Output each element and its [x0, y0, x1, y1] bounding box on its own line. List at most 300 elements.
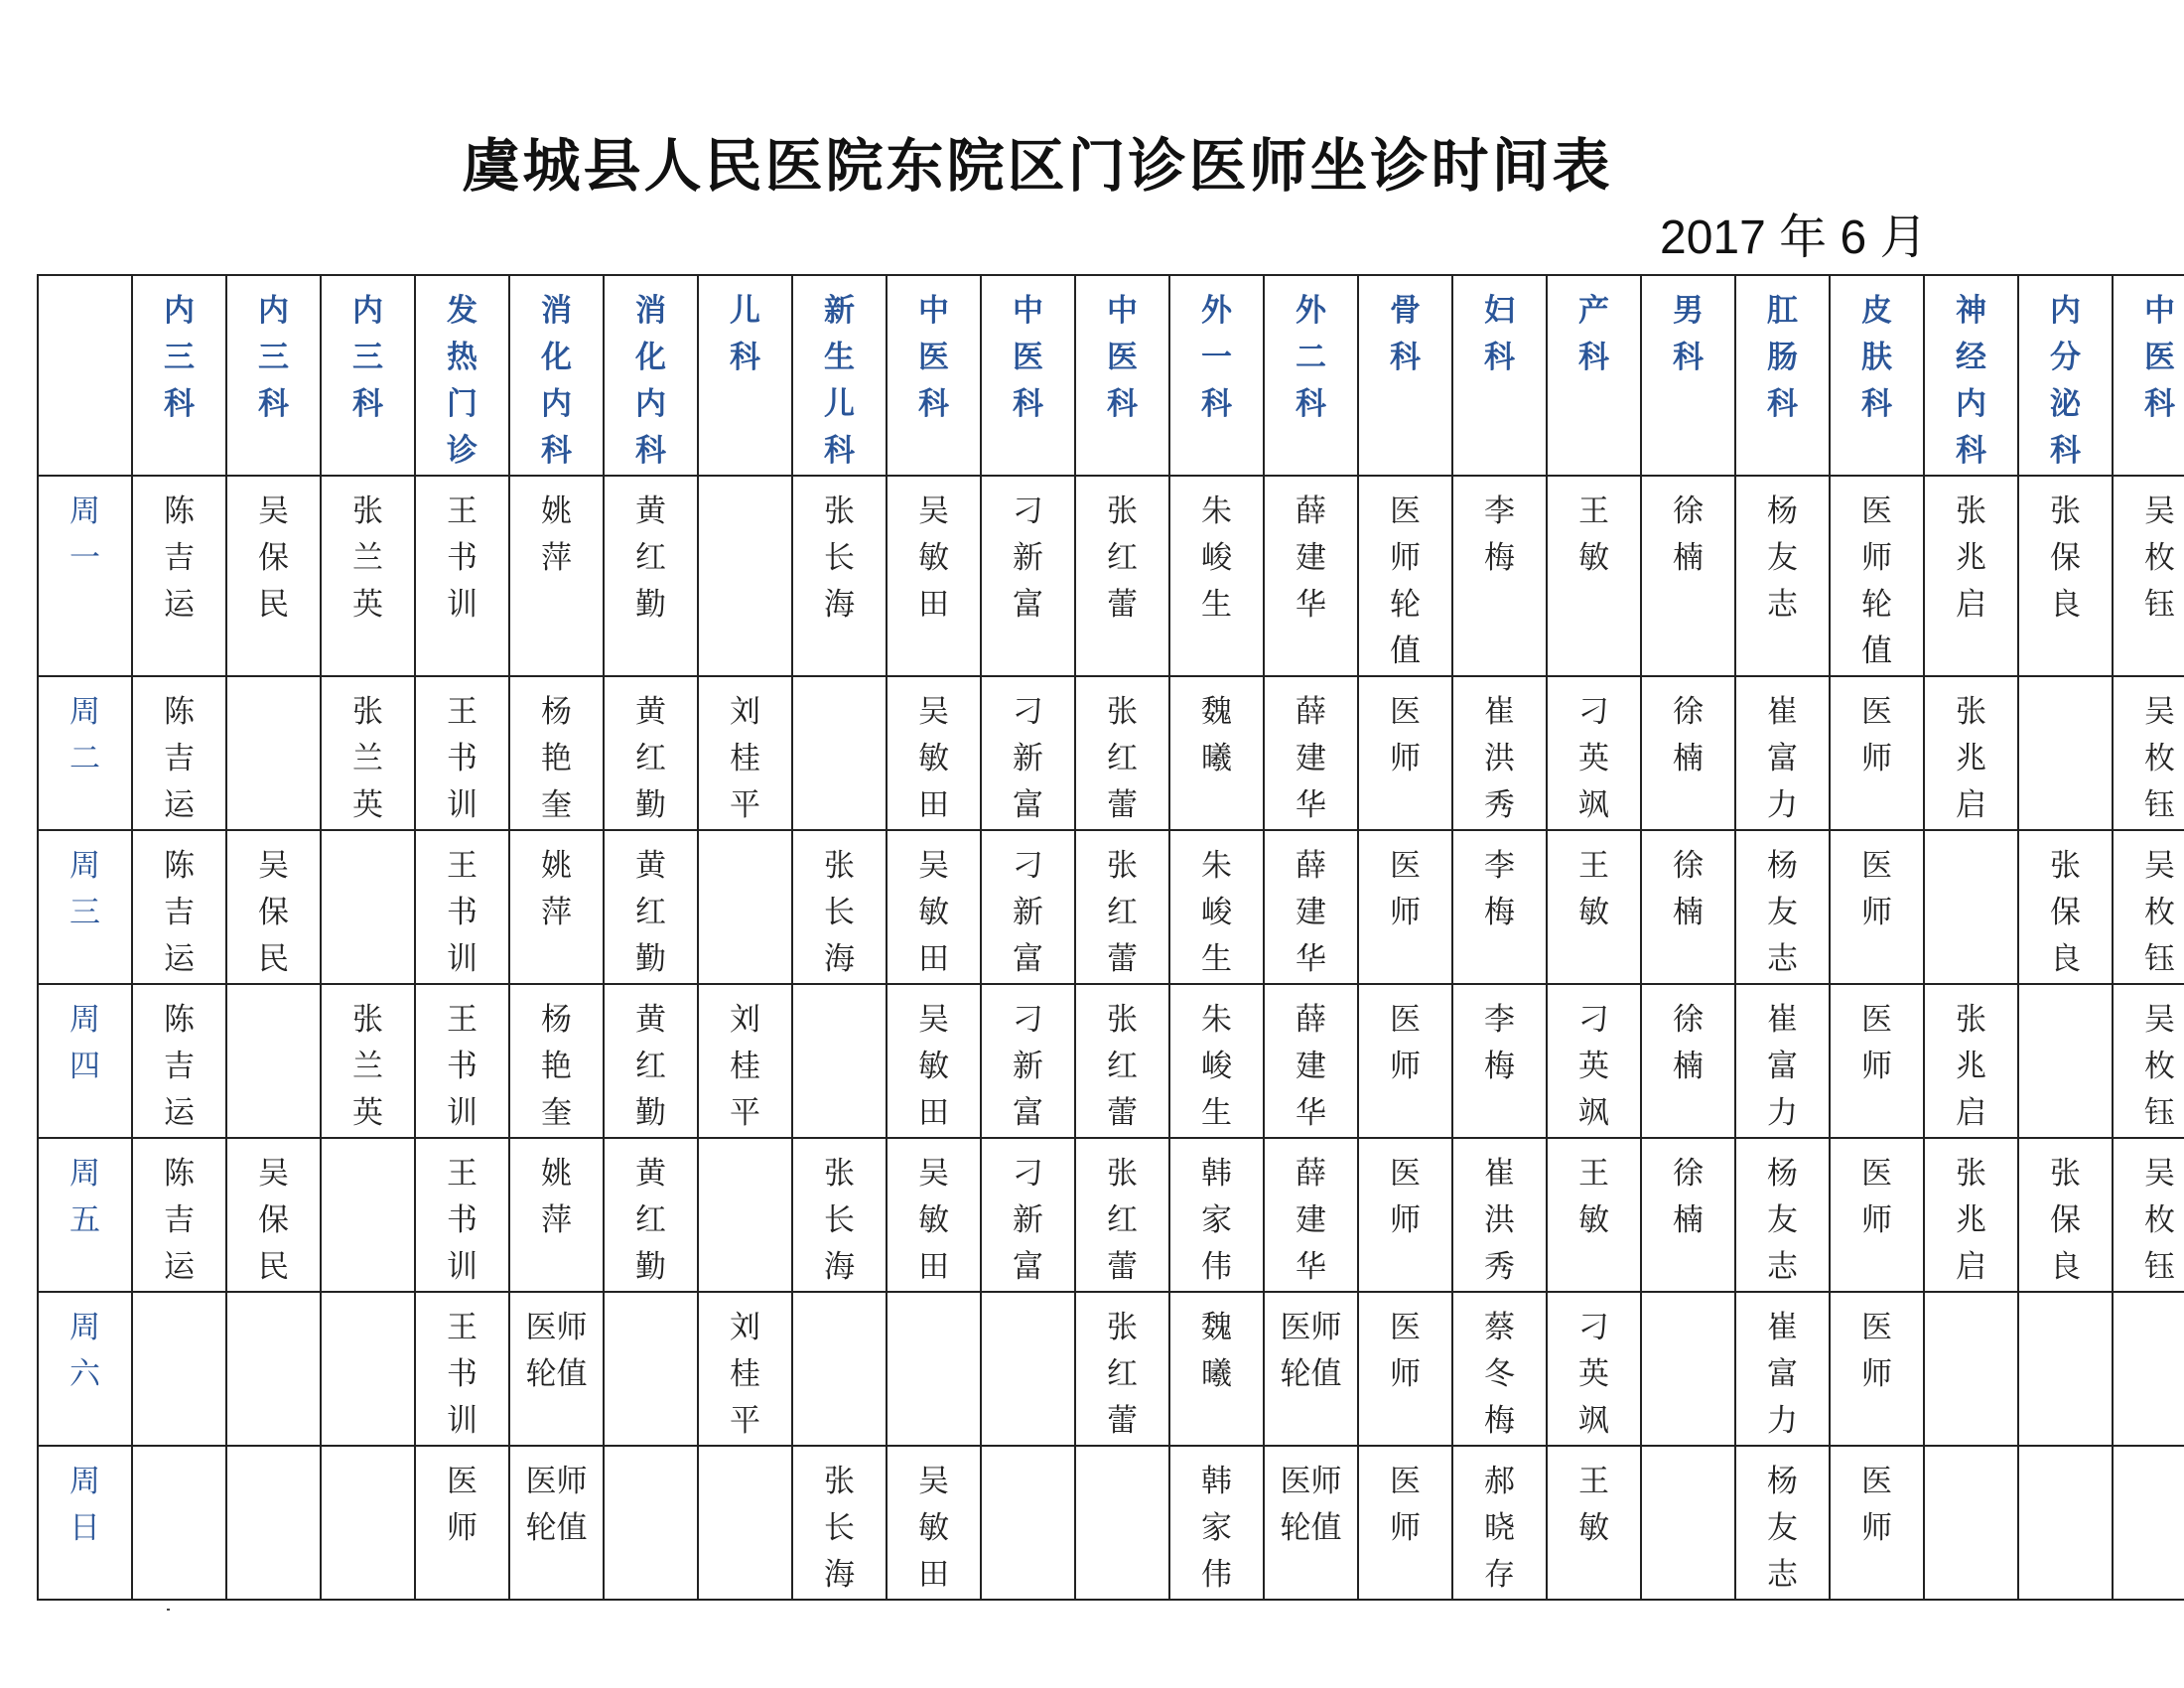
- corner-cell: [38, 275, 132, 476]
- schedule-cell: [698, 1446, 792, 1600]
- schedule-cell: [1452, 984, 1547, 1138]
- doctor-name: 医师: [1861, 1310, 1892, 1392]
- dept-label: 肛肠科: [1767, 293, 1798, 422]
- dept-header: [509, 275, 604, 476]
- schedule-cell: [698, 676, 792, 830]
- schedule-cell: [887, 1138, 981, 1292]
- schedule-cell: [981, 984, 1075, 1138]
- schedule-cell: [226, 476, 321, 676]
- schedule-body: [38, 476, 2184, 1600]
- schedule-cell: [1452, 1138, 1547, 1292]
- doctor-name: 医师: [1861, 1156, 1892, 1238]
- doctor-name: 李梅: [1484, 493, 1515, 576]
- doctor-name: [727, 477, 763, 489]
- schedule-cell: [509, 676, 604, 830]
- doctor-name: 吴枚钰: [2144, 493, 2175, 623]
- schedule-cell: [2113, 1138, 2184, 1292]
- scan-speck: [167, 1609, 170, 1611]
- schedule-cell: [1358, 476, 1452, 676]
- schedule-cell: [792, 676, 887, 830]
- schedule-cell: [1075, 1446, 1169, 1600]
- schedule-cell: [1735, 830, 1830, 984]
- schedule-cell: [604, 984, 698, 1138]
- doctor-name: 朱峻生: [1201, 848, 1232, 977]
- doctor-name: 医师: [1390, 1156, 1421, 1238]
- doctor-name: 张长海: [824, 1156, 855, 1285]
- schedule-cell: [1358, 1138, 1452, 1292]
- doctor-name: [1010, 1447, 1046, 1459]
- schedule-cell: [1641, 476, 1735, 676]
- doctor-name: 崔洪秀: [1484, 694, 1515, 823]
- day-row: [38, 476, 2184, 676]
- dept-header: [2113, 275, 2184, 476]
- day-label-cell: [38, 476, 132, 676]
- doctor-name: 医师轮值: [1280, 1310, 1342, 1392]
- doctor-name: 吴敏田: [918, 694, 949, 823]
- schedule-cell: [132, 1292, 226, 1446]
- schedule-cell: [509, 476, 604, 676]
- schedule-cell: [1169, 830, 1264, 984]
- doctor-name: 王敏: [1578, 1156, 1609, 1238]
- schedule-cell: [321, 1292, 415, 1446]
- day-label: 周日: [69, 1464, 100, 1546]
- doctor-name: [161, 1293, 198, 1305]
- schedule-cell: [1075, 1138, 1169, 1292]
- doctor-name: 魏曦: [1201, 694, 1232, 776]
- schedule-cell: [415, 676, 509, 830]
- schedule-cell: [132, 676, 226, 830]
- schedule-cell: [1169, 1138, 1264, 1292]
- schedule-cell: [321, 1138, 415, 1292]
- doctor-name: 刘桂平: [730, 694, 760, 823]
- schedule-cell: [792, 1138, 887, 1292]
- schedule-cell: [1735, 984, 1830, 1138]
- schedule-cell: [792, 1292, 887, 1446]
- day-row: [38, 1446, 2184, 1600]
- schedule-cell: [1075, 476, 1169, 676]
- dept-label: 外二科: [1296, 293, 1326, 422]
- day-row: [38, 676, 2184, 830]
- schedule-cell: [1264, 1138, 1358, 1292]
- day-row: [38, 984, 2184, 1138]
- schedule-cell: [981, 1446, 1075, 1600]
- schedule-cell: [1075, 984, 1169, 1138]
- dept-label: 皮肤科: [1861, 293, 1892, 422]
- doctor-name: 姚萍: [541, 493, 572, 576]
- dept-label: 妇科: [1484, 293, 1515, 375]
- schedule-cell: [415, 984, 509, 1138]
- doctor-name: 张红蕾: [1107, 493, 1138, 623]
- day-row: [38, 1292, 2184, 1446]
- schedule-cell: [1641, 984, 1735, 1138]
- schedule-cell: [792, 476, 887, 676]
- doctor-name: [821, 1293, 858, 1305]
- schedule-cell: [1924, 676, 2018, 830]
- schedule-cell: [1358, 1446, 1452, 1600]
- doctor-name: 张红蕾: [1107, 1002, 1138, 1131]
- day-label-cell: [38, 830, 132, 984]
- dept-header: [226, 275, 321, 476]
- doctor-name: 陈吉运: [164, 848, 195, 977]
- doctor-name: 郝晓存: [1484, 1464, 1515, 1593]
- doctor-name: 吴枚钰: [2144, 1156, 2175, 1285]
- schedule-cell: [1264, 1446, 1358, 1600]
- schedule-cell: [321, 1446, 415, 1600]
- doctor-name: 张红蕾: [1107, 1310, 1138, 1439]
- doctor-name: 王书训: [447, 1002, 478, 1131]
- doctor-name: 陈吉运: [164, 1156, 195, 1285]
- dept-label: 消化内科: [635, 293, 666, 469]
- dept-header: [1924, 275, 2018, 476]
- dept-header: [2018, 275, 2113, 476]
- doctor-name: 医师: [1390, 1464, 1421, 1546]
- day-label-cell: [38, 1446, 132, 1600]
- dept-header: [604, 275, 698, 476]
- doctor-name: 张保良: [2050, 848, 2081, 977]
- schedule-cell: [226, 1446, 321, 1600]
- doctor-name: [821, 985, 858, 997]
- schedule-cell: [1264, 830, 1358, 984]
- doctor-name: 薛建华: [1296, 1156, 1326, 1285]
- doctor-name: 吴枚钰: [2144, 1002, 2175, 1131]
- schedule-cell: [2018, 830, 2113, 984]
- doctor-name: 医师: [447, 1464, 478, 1546]
- doctor-name: 刁英飒: [1578, 694, 1609, 823]
- doctor-name: 医师轮值: [1280, 1464, 1342, 1546]
- doctor-name: 王敏: [1578, 848, 1609, 930]
- doctor-name: 王书训: [447, 694, 478, 823]
- doctor-name: 陈吉运: [164, 493, 195, 623]
- header-row: [38, 275, 2184, 476]
- schedule-cell: [415, 830, 509, 984]
- doctor-name: 张兰英: [352, 694, 383, 823]
- schedule-cell: [2018, 676, 2113, 830]
- day-label-cell: [38, 1292, 132, 1446]
- schedule-cell: [698, 1292, 792, 1446]
- schedule-cell: [2018, 1138, 2113, 1292]
- doctor-name: [1670, 1447, 1706, 1459]
- dept-label: 神经内科: [1956, 293, 1986, 469]
- schedule-cell: [1547, 1292, 1641, 1446]
- doctor-name: [727, 831, 763, 843]
- schedule-cell: [1452, 1446, 1547, 1600]
- dept-header: [132, 275, 226, 476]
- schedule-cell: [604, 676, 698, 830]
- schedule-cell: [2113, 830, 2184, 984]
- doctor-name: 吴敏田: [918, 848, 949, 977]
- doctor-name: 崔洪秀: [1484, 1156, 1515, 1285]
- schedule-cell: [887, 1446, 981, 1600]
- doctor-name: 徐楠: [1673, 1156, 1704, 1238]
- doctor-name: 朱峻生: [1201, 1002, 1232, 1131]
- doctor-name: 黄红勤: [635, 848, 666, 977]
- dept-label: 中医科: [1013, 293, 1043, 422]
- schedule-cell: [1358, 1292, 1452, 1446]
- doctor-name: 刁新富: [1013, 848, 1043, 977]
- schedule-cell: [604, 1292, 698, 1446]
- schedule-cell: [132, 984, 226, 1138]
- day-label-cell: [38, 984, 132, 1138]
- schedule-cell: [1452, 676, 1547, 830]
- schedule-cell: [887, 476, 981, 676]
- schedule-cell: [887, 1292, 981, 1446]
- dept-header: [887, 275, 981, 476]
- schedule-cell: [321, 476, 415, 676]
- doctor-name: 王书训: [447, 1156, 478, 1285]
- schedule-cell: [1735, 1138, 1830, 1292]
- schedule-cell: [1358, 676, 1452, 830]
- schedule-cell: [415, 476, 509, 676]
- dept-label: 内三科: [258, 293, 289, 422]
- doctor-name: [349, 1293, 386, 1305]
- schedule-cell: [1735, 1446, 1830, 1600]
- doctor-name: [2141, 1293, 2178, 1305]
- schedule-cell: [698, 1138, 792, 1292]
- schedule-cell: [132, 1138, 226, 1292]
- doctor-name: 医师轮值: [1390, 493, 1421, 669]
- schedule-cell: [2113, 676, 2184, 830]
- doctor-name: [915, 1293, 952, 1305]
- schedule-cell: [604, 830, 698, 984]
- dept-label: 产科: [1578, 293, 1609, 375]
- schedule-cell: [509, 984, 604, 1138]
- schedule-cell: [1924, 1292, 2018, 1446]
- dept-label: 内三科: [164, 293, 195, 422]
- schedule-cell: [1358, 984, 1452, 1138]
- doctor-name: 张长海: [824, 1464, 855, 1593]
- day-label: 周一: [69, 493, 100, 576]
- day-row: [38, 830, 2184, 984]
- doctor-name: 吴保民: [258, 848, 289, 977]
- doctor-name: 医师: [1861, 1002, 1892, 1084]
- schedule-cell: [1547, 476, 1641, 676]
- dept-header: [698, 275, 792, 476]
- doctor-name: 张兆启: [1956, 493, 1986, 623]
- doctor-name: [161, 1447, 198, 1459]
- doctor-name: 张兰英: [352, 1002, 383, 1131]
- doctor-name: [1010, 1293, 1046, 1305]
- doctor-name: 姚萍: [541, 1156, 572, 1238]
- dept-header: [1169, 275, 1264, 476]
- schedule-cell: [981, 1138, 1075, 1292]
- dept-label: 内分泌科: [2050, 293, 2081, 469]
- schedule-cell: [698, 984, 792, 1138]
- schedule-cell: [1169, 476, 1264, 676]
- dept-header: [1075, 275, 1169, 476]
- doctor-name: 刁新富: [1013, 694, 1043, 823]
- doctor-name: 医师: [1390, 1310, 1421, 1392]
- doctor-name: 医师: [1861, 848, 1892, 930]
- schedule-cell: [792, 1446, 887, 1600]
- doctor-name: 黄红勤: [635, 694, 666, 823]
- doctor-name: 吴保民: [258, 1156, 289, 1285]
- schedule-date: 2017 年 6 月: [1660, 211, 1928, 264]
- doctor-name: 吴敏田: [918, 493, 949, 623]
- schedule-cell: [981, 476, 1075, 676]
- schedule-cell: [981, 830, 1075, 984]
- schedule-cell: [2018, 476, 2113, 676]
- schedule-cell: [1547, 1446, 1641, 1600]
- doctor-name: [1953, 1447, 1989, 1459]
- schedule-cell: [226, 830, 321, 984]
- doctor-name: 杨友志: [1767, 1464, 1798, 1593]
- doctor-name: 刁英飒: [1578, 1310, 1609, 1439]
- dept-label: 中医科: [1107, 293, 1138, 422]
- dept-label: 新生儿科: [824, 293, 855, 469]
- doctor-name: 崔富力: [1767, 1310, 1798, 1439]
- doctor-name: [2047, 677, 2084, 689]
- schedule-cell: [1264, 1292, 1358, 1446]
- dept-header: [792, 275, 887, 476]
- doctor-name: [1104, 1447, 1141, 1459]
- schedule-cell: [698, 830, 792, 984]
- schedule-cell: [1641, 1138, 1735, 1292]
- doctor-name: [349, 831, 386, 843]
- doctor-name: [2047, 1447, 2084, 1459]
- doctor-name: [255, 985, 292, 997]
- schedule-cell: [981, 676, 1075, 830]
- doctor-name: 张兆启: [1956, 1156, 1986, 1285]
- schedule-table: [37, 274, 2184, 1601]
- doctor-name: 张保良: [2050, 1156, 2081, 1285]
- schedule-cell: [226, 1138, 321, 1292]
- schedule-cell: [226, 1292, 321, 1446]
- doctor-name: 杨友志: [1767, 848, 1798, 977]
- schedule-cell: [415, 1138, 509, 1292]
- doctor-name: 吴敏田: [918, 1464, 949, 1593]
- day-row: [38, 1138, 2184, 1292]
- schedule-cell: [1830, 1138, 1924, 1292]
- schedule-cell: [1830, 830, 1924, 984]
- schedule-cell: [2018, 1292, 2113, 1446]
- schedule-cell: [509, 1446, 604, 1600]
- doctor-name: 刁英飒: [1578, 1002, 1609, 1131]
- schedule-cell: [1547, 676, 1641, 830]
- dept-label: 中医科: [918, 293, 949, 422]
- doctor-name: 医师轮值: [525, 1464, 588, 1546]
- doctor-name: 刘桂平: [730, 1002, 760, 1131]
- doctor-name: 张兆启: [1956, 694, 1986, 823]
- doctor-name: [255, 677, 292, 689]
- schedule-cell: [792, 984, 887, 1138]
- schedule-cell: [887, 984, 981, 1138]
- day-label: 周二: [69, 694, 100, 776]
- doctor-name: 张保良: [2050, 493, 2081, 623]
- doctor-name: 张红蕾: [1107, 1156, 1138, 1285]
- schedule-cell: [2113, 1446, 2184, 1600]
- dept-header: [981, 275, 1075, 476]
- doctor-name: [349, 1139, 386, 1151]
- doctor-name: [727, 1139, 763, 1151]
- doctor-name: 王书训: [447, 493, 478, 623]
- doctor-name: 医师: [1390, 694, 1421, 776]
- dept-header: [1452, 275, 1547, 476]
- doctor-name: 吴敏田: [918, 1156, 949, 1285]
- doctor-name: [727, 1447, 763, 1459]
- doctor-name: 崔富力: [1767, 694, 1798, 823]
- schedule-cell: [1924, 476, 2018, 676]
- schedule-cell: [1735, 476, 1830, 676]
- dept-label: 消化内科: [541, 293, 572, 469]
- doctor-name: 刘桂平: [730, 1310, 760, 1439]
- schedule-cell: [1830, 1446, 1924, 1600]
- doctor-name: 薛建华: [1296, 1002, 1326, 1131]
- schedule-cell: [1169, 1446, 1264, 1600]
- schedule-cell: [321, 830, 415, 984]
- schedule-cell: [1547, 984, 1641, 1138]
- doctor-name: 张红蕾: [1107, 848, 1138, 977]
- doctor-name: 医师: [1861, 694, 1892, 776]
- doctor-name: 杨友志: [1767, 493, 1798, 623]
- day-label: 周五: [69, 1156, 100, 1238]
- schedule-cell: [1452, 476, 1547, 676]
- schedule-cell: [1264, 676, 1358, 830]
- doctor-name: 吴保民: [258, 493, 289, 623]
- doctor-name: [1953, 1293, 1989, 1305]
- doctor-name: 薛建华: [1296, 848, 1326, 977]
- doctor-name: 王敏: [1578, 493, 1609, 576]
- schedule-cell: [1358, 830, 1452, 984]
- doctor-name: 医师轮值: [525, 1310, 588, 1392]
- schedule-cell: [1452, 830, 1547, 984]
- doctor-name: 朱峻生: [1201, 493, 1232, 623]
- doctor-name: 徐楠: [1673, 1002, 1704, 1084]
- dept-header: [1264, 275, 1358, 476]
- doctor-name: [632, 1447, 669, 1459]
- day-label-cell: [38, 1138, 132, 1292]
- doctor-name: 崔富力: [1767, 1002, 1798, 1131]
- doctor-name: [2047, 985, 2084, 997]
- doctor-name: 医师: [1861, 1464, 1892, 1546]
- doctor-name: 吴枚钰: [2144, 848, 2175, 977]
- schedule-cell: [1264, 984, 1358, 1138]
- doctor-name: 张长海: [824, 493, 855, 623]
- dept-header: [1547, 275, 1641, 476]
- doctor-name: 王书训: [447, 1310, 478, 1439]
- schedule-cell: [1830, 984, 1924, 1138]
- schedule-cell: [1924, 1446, 2018, 1600]
- schedule-cell: [1169, 1292, 1264, 1446]
- doctor-name: 杨艳奎: [541, 694, 572, 823]
- schedule-cell: [698, 476, 792, 676]
- doctor-name: 张兆启: [1956, 1002, 1986, 1131]
- schedule-cell: [604, 1138, 698, 1292]
- schedule-cell: [1830, 676, 1924, 830]
- doctor-name: 刁新富: [1013, 1156, 1043, 1285]
- schedule-cell: [321, 984, 415, 1138]
- schedule-cell: [2113, 476, 2184, 676]
- schedule-cell: [2018, 1446, 2113, 1600]
- schedule-cell: [604, 1446, 698, 1600]
- doctor-name: [255, 1293, 292, 1305]
- doctor-name: 陈吉运: [164, 694, 195, 823]
- schedule-cell: [887, 676, 981, 830]
- doctor-name: 陈吉运: [164, 1002, 195, 1131]
- doctor-name: 刁新富: [1013, 1002, 1043, 1131]
- schedule-cell: [1169, 676, 1264, 830]
- doctor-name: 徐楠: [1673, 848, 1704, 930]
- dept-label: 骨科: [1390, 293, 1421, 375]
- schedule-cell: [1169, 984, 1264, 1138]
- doctor-name: 张长海: [824, 848, 855, 977]
- doctor-name: [349, 1447, 386, 1459]
- schedule-cell: [509, 1292, 604, 1446]
- doctor-name: 黄红勤: [635, 1156, 666, 1285]
- schedule-cell: [1075, 1292, 1169, 1446]
- doctor-name: 王敏: [1578, 1464, 1609, 1546]
- doctor-name: 医师: [1390, 1002, 1421, 1084]
- doctor-name: 徐楠: [1673, 694, 1704, 776]
